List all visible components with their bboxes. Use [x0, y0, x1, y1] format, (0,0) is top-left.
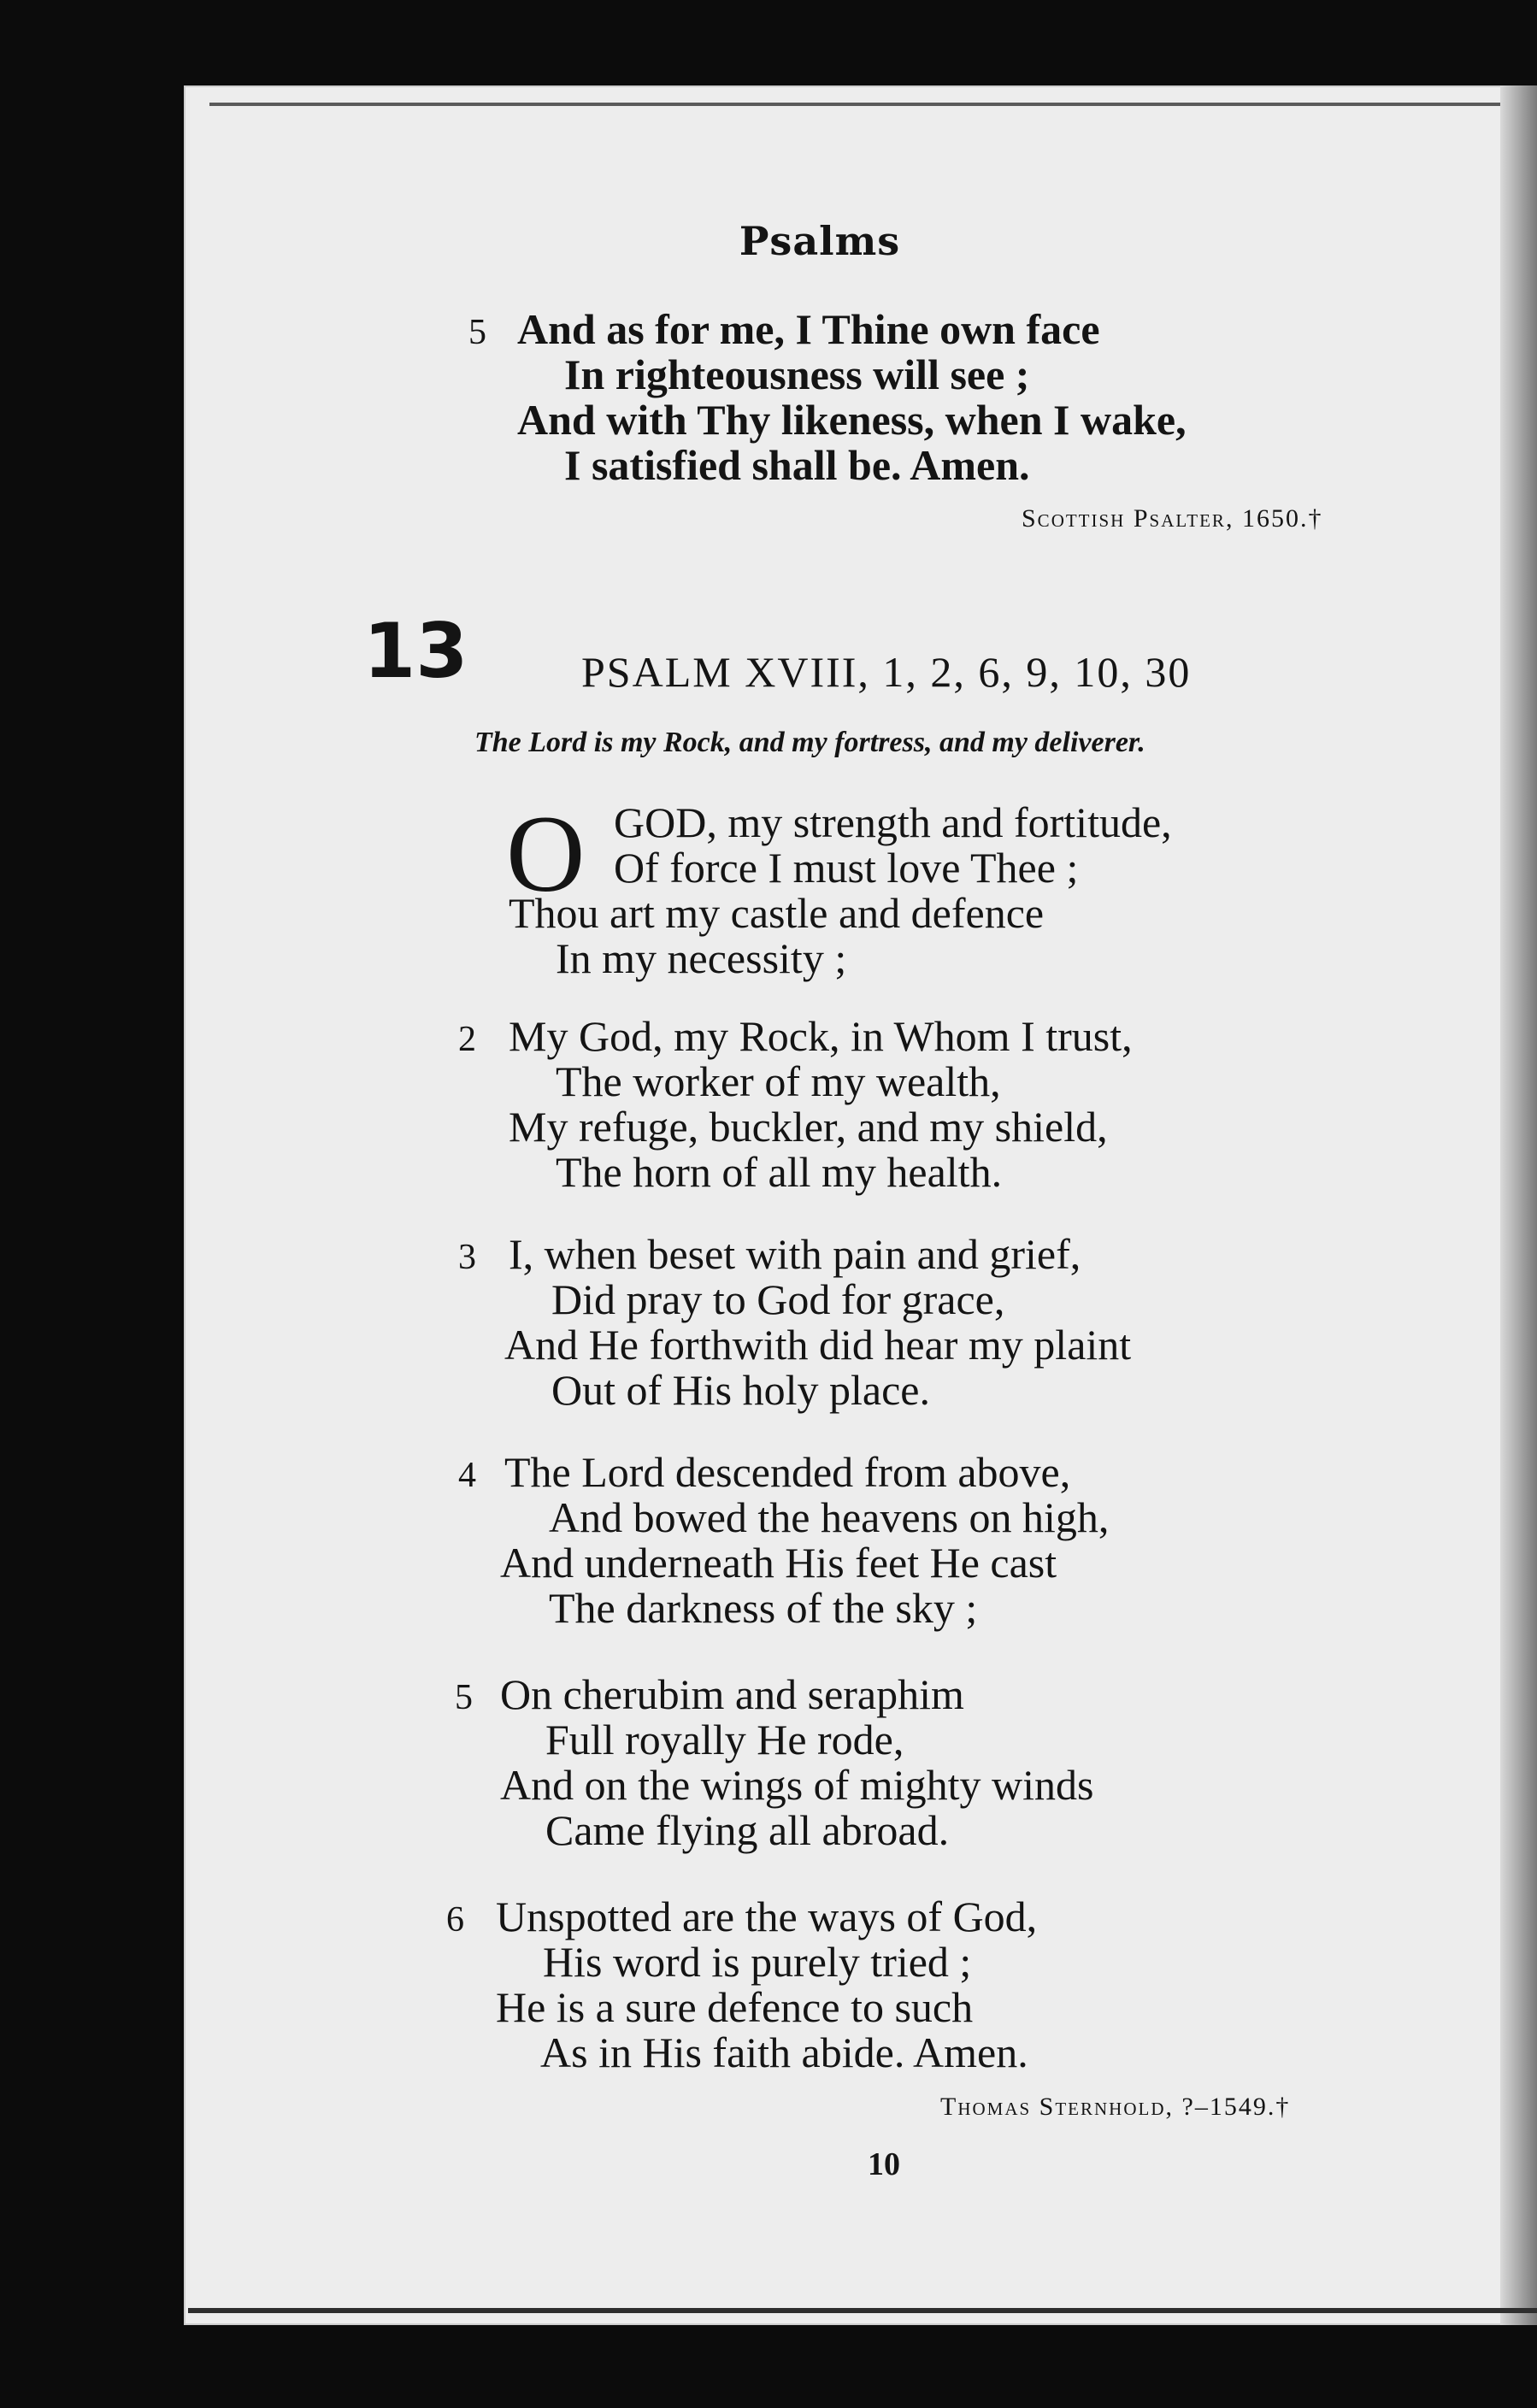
verse-number: 2 — [458, 1020, 476, 1059]
verse-line: The Lord descended from above, — [504, 1448, 1071, 1496]
verse-line: I satisfied shall be. Amen. — [564, 441, 1030, 489]
verse-line: On cherubim and seraphim — [500, 1670, 964, 1718]
verse-line: And He forthwith did hear my plaint — [504, 1321, 1132, 1369]
verse-line: Full royally He rode, — [545, 1716, 904, 1763]
verse-line: And as for me, I Thine own face — [517, 305, 1100, 353]
psalm-title: PSALM XVIII, 1, 2, 6, 9, 10, 30 — [581, 648, 1192, 696]
attribution: Scottish Psalter, 1650.† — [1022, 504, 1323, 533]
verse-line: Did pray to God for grace, — [551, 1275, 1005, 1323]
verse-line: Out of His holy place. — [551, 1366, 930, 1414]
verse-line: His word is purely tried ; — [543, 1938, 972, 1986]
page-number: 10 — [868, 2146, 900, 2182]
verse-line: Unspotted are the ways of God, — [496, 1893, 1038, 1940]
bottom-rule — [188, 2308, 1537, 2313]
hymn-number: 13 — [363, 607, 468, 695]
verse-line: And underneath His feet He cast — [500, 1539, 1057, 1587]
psalm-subtitle: The Lord is my Rock, and my fortress, and my deliverer. — [474, 727, 1145, 758]
verse-line: In my necessity ; — [556, 934, 847, 982]
drop-cap: O — [506, 793, 586, 915]
verse-line: As in His faith abide. Amen. — [540, 2028, 1028, 2076]
verse-line: My refuge, buckler, and my shield, — [509, 1103, 1108, 1151]
attribution: Thomas Sternhold, ?–1549.† — [940, 2093, 1291, 2121]
verse-number: 6 — [446, 1900, 464, 1940]
verse-line: He is a sure defence to such — [496, 1983, 974, 2031]
top-rule — [209, 103, 1537, 106]
verse-line: The darkness of the sky ; — [549, 1584, 978, 1632]
verse-line: Thou art my castle and defence — [509, 889, 1045, 937]
verse-number: 4 — [458, 1456, 476, 1495]
verse-number: 3 — [458, 1238, 476, 1277]
verse-line: GOD, my strength and fortitude, — [614, 798, 1172, 846]
verse-number: 5 — [468, 313, 486, 352]
page-gutter-shadow — [1500, 85, 1537, 2325]
verse-line: I, when beset with pain and grief, — [509, 1230, 1081, 1278]
verse-line: Of force I must love Thee ; — [614, 844, 1079, 892]
verse-line: And on the wings of mighty winds — [500, 1761, 1094, 1809]
verse-number: 5 — [455, 1678, 473, 1717]
verse-line: And with Thy likeness, when I wake, — [517, 396, 1187, 444]
verse-line: My God, my Rock, in Whom I trust, — [509, 1012, 1133, 1060]
running-header: Psalms — [739, 218, 901, 264]
verse-line: And bowed the heavens on high, — [549, 1493, 1110, 1541]
verse-line: The worker of my wealth, — [556, 1057, 1001, 1105]
verse-line: In righteousness will see ; — [564, 350, 1030, 398]
verse-line: The horn of all my health. — [556, 1148, 1003, 1196]
verse-line: Came flying all abroad. — [545, 1806, 950, 1854]
